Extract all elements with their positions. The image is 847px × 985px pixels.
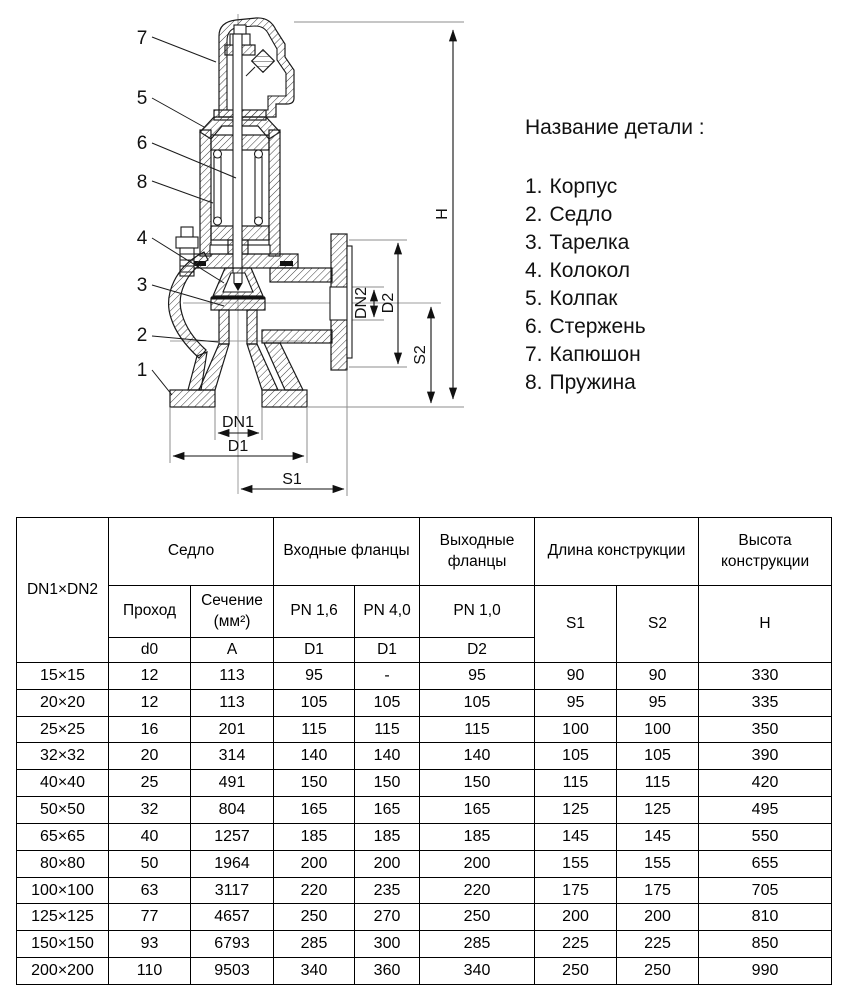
- table-cell: 200×200: [17, 958, 109, 985]
- table-cell: 200: [274, 850, 355, 877]
- sub-header-h: H: [699, 586, 832, 663]
- table-cell: 200: [420, 850, 535, 877]
- table-cell: 125: [617, 797, 699, 824]
- dim-label-d1: D1: [227, 438, 249, 455]
- table-row: [17, 716, 832, 743]
- table-cell: 140: [355, 743, 420, 770]
- list-item: 6. Стержень: [525, 315, 646, 338]
- symbol-d2: D2: [420, 638, 535, 663]
- stem: [233, 34, 242, 277]
- table-cell: 115: [274, 716, 355, 743]
- gasket-right: [280, 261, 293, 266]
- parts-list-items: [525, 173, 705, 397]
- parts-list-title: Название детали :: [525, 116, 705, 139]
- sub-header-s1: S1: [535, 586, 617, 663]
- table-cell: 220: [420, 877, 535, 904]
- table-cell: 390: [699, 743, 832, 770]
- table-cell: 300: [355, 931, 420, 958]
- table-cell: 335: [699, 689, 832, 716]
- table-cell: 12: [109, 663, 191, 690]
- table-cell: 25: [109, 770, 191, 797]
- table-cell: 95: [617, 689, 699, 716]
- dim-label-s1: S1: [282, 471, 302, 488]
- table-cell: 990: [699, 958, 832, 985]
- table-cell: 6793: [191, 931, 274, 958]
- outlet-top-wall: [270, 268, 332, 282]
- table-cell: 155: [535, 850, 617, 877]
- table-cell: 491: [191, 770, 274, 797]
- dim-label-dn2: DN2: [353, 286, 370, 320]
- group-header-seat: Седло: [109, 518, 274, 586]
- table-cell: 155: [617, 850, 699, 877]
- table-cell: 100: [617, 716, 699, 743]
- table-cell: 20: [109, 743, 191, 770]
- table-cell: 115: [617, 770, 699, 797]
- table-cell: 95: [420, 663, 535, 690]
- table-cell: 200: [617, 904, 699, 931]
- table-row: [17, 770, 832, 797]
- dim-label-h: H: [434, 208, 451, 220]
- table-cell: -: [355, 663, 420, 690]
- table-cell: 200: [355, 850, 420, 877]
- inlet-flange-left: [170, 390, 215, 407]
- valve-cross-section-drawing: [0, 0, 500, 510]
- spec-table: [16, 517, 832, 985]
- table-cell: 125×125: [17, 904, 109, 931]
- table-cell: 225: [617, 931, 699, 958]
- table-cell: 201: [191, 716, 274, 743]
- callout-number: 4: [136, 228, 148, 249]
- callout-number: 1: [136, 360, 148, 381]
- sub-header-s2: S2: [617, 586, 699, 663]
- spec-table-body: [17, 663, 832, 985]
- list-item: 5. Колпак: [525, 287, 618, 310]
- table-cell: 285: [274, 931, 355, 958]
- table-cell: 250: [535, 958, 617, 985]
- table-cell: 150: [274, 770, 355, 797]
- table-cell: 250: [420, 904, 535, 931]
- table-cell: 185: [274, 823, 355, 850]
- sub-header-pn10: PN 1,0: [420, 586, 535, 638]
- table-cell: 50: [109, 850, 191, 877]
- table-cell: 105: [355, 689, 420, 716]
- table-cell: 113: [191, 689, 274, 716]
- table-cell: 250: [617, 958, 699, 985]
- table-cell: 90: [617, 663, 699, 690]
- table-cell: 105: [420, 689, 535, 716]
- symbol-a: A: [191, 638, 274, 663]
- symbol-d1: D1: [274, 638, 355, 663]
- callout-number: 3: [136, 275, 148, 296]
- table-cell: 40: [109, 823, 191, 850]
- table-cell: 340: [274, 958, 355, 985]
- sub-header-section: Сечение (мм²): [191, 586, 274, 638]
- table-cell: 145: [535, 823, 617, 850]
- table-cell: 105: [617, 743, 699, 770]
- table-cell: 850: [699, 931, 832, 958]
- table-cell: 115: [535, 770, 617, 797]
- group-header-inlet-flanges: Входные фланцы: [274, 518, 420, 586]
- list-item: 7. Капюшон: [525, 343, 641, 366]
- table-cell: 93: [109, 931, 191, 958]
- outlet-bottom-wall: [262, 330, 332, 343]
- table-cell: 350: [699, 716, 832, 743]
- callout-number: 8: [136, 172, 148, 193]
- table-cell: 77: [109, 904, 191, 931]
- table-cell: 105: [274, 689, 355, 716]
- list-item: 1. Корпус: [525, 175, 618, 198]
- dim-label-d2: D2: [380, 292, 397, 314]
- table-cell: 340: [420, 958, 535, 985]
- table-cell: 113: [191, 663, 274, 690]
- table-cell: 175: [535, 877, 617, 904]
- table-cell: 655: [699, 850, 832, 877]
- table-cell: 200: [535, 904, 617, 931]
- col-header-dn: DN1×DN2: [17, 518, 109, 663]
- table-row: [17, 850, 832, 877]
- dim-label-s2: S2: [412, 345, 429, 365]
- table-cell: 185: [420, 823, 535, 850]
- table-cell: 25×25: [17, 716, 109, 743]
- table-cell: 285: [420, 931, 535, 958]
- table-row: [17, 958, 832, 985]
- table-cell: 804: [191, 797, 274, 824]
- table-row: [17, 743, 832, 770]
- table-cell: 15×15: [17, 663, 109, 690]
- spring-coil-right: [255, 157, 262, 223]
- table-cell: 330: [699, 663, 832, 690]
- sub-header-bore: Проход: [109, 586, 191, 638]
- hood-section: [214, 18, 294, 120]
- table-cell: 810: [699, 904, 832, 931]
- table-cell: 115: [355, 716, 420, 743]
- dim-label-dn1: DN1: [221, 414, 255, 431]
- group-header-outlet-flanges: Выходные фланцы: [420, 518, 535, 586]
- table-row: [17, 797, 832, 824]
- list-item: 3. Тарелка: [525, 231, 630, 254]
- table-cell: 185: [355, 823, 420, 850]
- callout-number: 6: [136, 133, 148, 154]
- table-cell: 145: [617, 823, 699, 850]
- sub-header-pn16: PN 1,6: [274, 586, 355, 638]
- symbol-d0: d0: [109, 638, 191, 663]
- table-cell: 235: [355, 877, 420, 904]
- table-cell: 125: [535, 797, 617, 824]
- table-cell: 165: [420, 797, 535, 824]
- table-cell: 90: [535, 663, 617, 690]
- table-cell: 150×150: [17, 931, 109, 958]
- callout-number: 7: [136, 28, 148, 49]
- table-cell: 550: [699, 823, 832, 850]
- table-cell: 165: [355, 797, 420, 824]
- sub-header-pn40: PN 4,0: [355, 586, 420, 638]
- table-cell: 40×40: [17, 770, 109, 797]
- table-cell: 314: [191, 743, 274, 770]
- table-cell: 115: [420, 716, 535, 743]
- table-cell: 150: [355, 770, 420, 797]
- table-cell: 32×32: [17, 743, 109, 770]
- list-item: 2. Седло: [525, 203, 613, 226]
- table-cell: 150: [420, 770, 535, 797]
- spring-coil-left: [214, 157, 221, 223]
- group-header-length: Длина конструкции: [535, 518, 699, 586]
- table-cell: 95: [274, 663, 355, 690]
- table-cell: 100×100: [17, 877, 109, 904]
- table-row: [17, 689, 832, 716]
- spec-table-container: [16, 517, 832, 985]
- table-cell: 270: [355, 904, 420, 931]
- group-header-height: Высота конструкции: [699, 518, 832, 586]
- table-cell: 1257: [191, 823, 274, 850]
- table-cell: 4657: [191, 904, 274, 931]
- table-cell: 250: [274, 904, 355, 931]
- table-cell: 95: [535, 689, 617, 716]
- list-item: 4. Колокол: [525, 259, 631, 282]
- table-cell: 165: [274, 797, 355, 824]
- table-cell: 3117: [191, 877, 274, 904]
- bell: [213, 268, 263, 296]
- table-cell: 110: [109, 958, 191, 985]
- table-row: [17, 823, 832, 850]
- table-cell: 32: [109, 797, 191, 824]
- table-cell: 65×65: [17, 823, 109, 850]
- table-cell: 105: [535, 743, 617, 770]
- table-cell: 16: [109, 716, 191, 743]
- table-row: [17, 877, 832, 904]
- table-cell: 1964: [191, 850, 274, 877]
- callout-number: 5: [136, 88, 148, 109]
- inlet-flange-right: [262, 390, 307, 407]
- table-row: [17, 904, 832, 931]
- table-cell: 225: [535, 931, 617, 958]
- table-cell: 175: [617, 877, 699, 904]
- table-row: [17, 931, 832, 958]
- table-cell: 420: [699, 770, 832, 797]
- table-cell: 360: [355, 958, 420, 985]
- list-item: 8. Пружина: [525, 371, 636, 394]
- table-cell: 12: [109, 689, 191, 716]
- symbol-d1: D1: [355, 638, 420, 663]
- table-cell: 220: [274, 877, 355, 904]
- table-cell: 20×20: [17, 689, 109, 716]
- parts-list: [525, 116, 705, 397]
- table-cell: 9503: [191, 958, 274, 985]
- disc: [211, 298, 265, 310]
- callout-number: 2: [136, 325, 148, 346]
- table-cell: 495: [699, 797, 832, 824]
- table-cell: 140: [274, 743, 355, 770]
- table-row: [17, 663, 832, 690]
- table-cell: 63: [109, 877, 191, 904]
- table-cell: 80×80: [17, 850, 109, 877]
- table-cell: 50×50: [17, 797, 109, 824]
- table-cell: 705: [699, 877, 832, 904]
- table-cell: 140: [420, 743, 535, 770]
- table-cell: 100: [535, 716, 617, 743]
